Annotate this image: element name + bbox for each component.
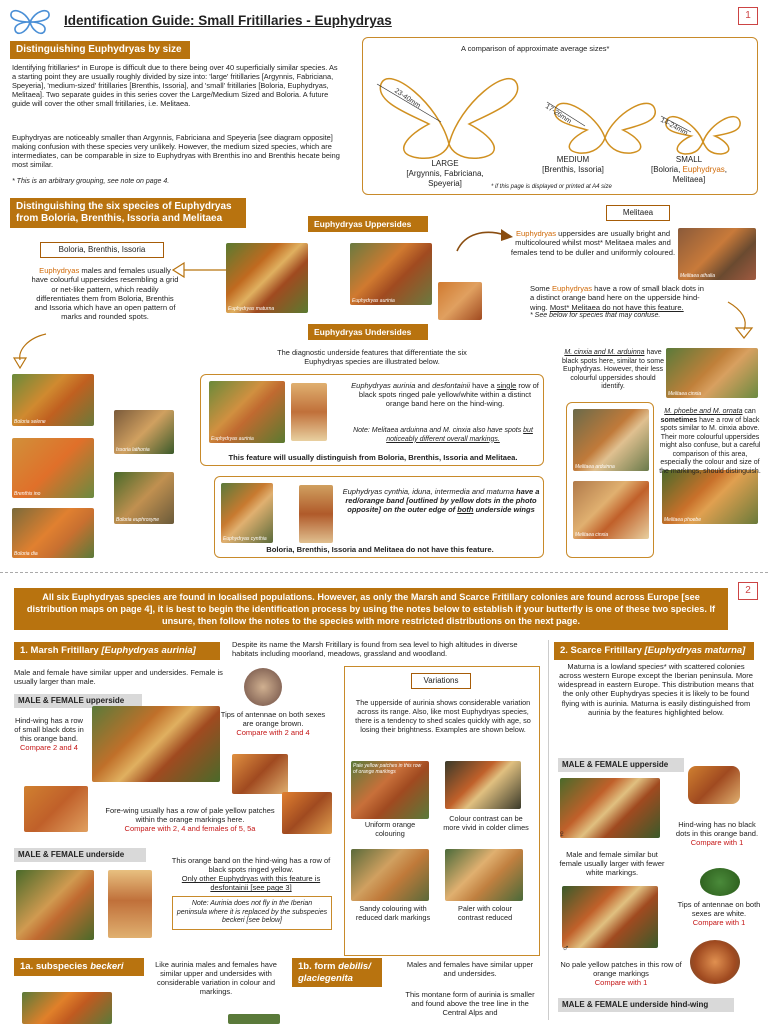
- photo-euphydryas-maturna-upper: [226, 243, 308, 313]
- debilis-header-b: debilis/ glaciegenita: [298, 961, 371, 984]
- photo-brenthis-ino: [12, 438, 94, 498]
- page-number-badge: 1: [738, 7, 758, 25]
- feature-1-text: [351, 381, 539, 408]
- melitaea-p1-rest: uppersides are usually bright and multicoloured whilst most* Melitaea males and females tend to be duller and uniformly coloured.: [510, 229, 676, 257]
- feature1-and: and: [415, 381, 433, 390]
- marsh-antennae-text: Tips of antennae on both sexes are orange brown.: [220, 710, 326, 729]
- photo-variation-1: [351, 761, 429, 819]
- phoebe-sometimes: sometimes: [660, 416, 698, 424]
- photo-variation-3: [351, 849, 429, 901]
- feature-2-footer: Boloria, Brenthis, Issoria and Melitaea do not have this feature.: [266, 545, 494, 554]
- variation-2-caption: Colour contrast can be more vivid in colder climes: [443, 814, 529, 832]
- marsh-forewing-compare: Compare with 2, 4 and females of 5, 5a: [124, 824, 256, 834]
- photo-caption: Melitaea phoebe: [664, 516, 701, 523]
- photo-scarce-upperside-2: [562, 886, 658, 948]
- photo-caption: Euphydryas aurinia: [211, 435, 254, 442]
- six-species-header-line1: Distinguishing the six species of Euphydryas: [16, 201, 232, 212]
- medium-label: [533, 155, 613, 175]
- small-measure: 14-24mm: [659, 116, 689, 137]
- marsh-band-text: This orange band on the hind-wing has a row of black spots ringed yellow.: [171, 856, 331, 875]
- photo-marsh-antennae: [244, 668, 282, 706]
- photo-scarce-forewing-detail: [690, 940, 740, 984]
- small-label-title: SMALL: [675, 155, 703, 164]
- photo-marsh-wing-detail: [232, 754, 288, 794]
- beckeri-header: [14, 958, 144, 976]
- feature-2-text: [341, 487, 541, 514]
- scarce-hind-no: [672, 820, 762, 847]
- large-label-title: LARGE: [431, 159, 459, 168]
- underside-feature-2: [214, 476, 544, 558]
- marsh-band: [166, 856, 336, 893]
- photo-caption: Boloria dia: [14, 550, 38, 557]
- scarce-antennae-text: Tips of antennae on both sexes are white.: [677, 900, 761, 919]
- photo-beckeri-2: [228, 1014, 280, 1024]
- photo-caption: Pale yellow patches in this row of orange markings: [353, 763, 422, 776]
- photo-melitaea-athalia: [678, 228, 756, 280]
- photo-scarce-upperside: [560, 778, 660, 838]
- marsh-upper-label: MALE & FEMALE upperside: [14, 694, 142, 708]
- page-2-intro: All six Euphydryas species are found in localised populations. However, as only the Marsh and Scarce Fritillary colonies are found across Europe [see distribution maps on page 4], it is best to begin the identification process by using the notes below to establish if your butterfly is one of these two species. If unsure, then follow the notes to the species with more restricted distributions on the next page.: [14, 588, 728, 630]
- marsh-band-only: Only other Euphydryas with this feature is desfontainii [see page 3]: [181, 874, 321, 893]
- medium-label-genera: [Brenthis, Issoria]: [542, 164, 604, 174]
- variation-1-caption: Uniform orange colouring: [364, 820, 416, 838]
- large-measure: 23-40mm: [393, 87, 422, 110]
- photo-marsh-hind-detail: [24, 786, 88, 832]
- cinxia-species: M. cinxia and M. arduinna: [564, 349, 645, 356]
- photo-boloria-euphrosyne: [114, 472, 174, 524]
- scarce-no-pale-text: No pale yellow patches in this row of orange markings: [560, 960, 682, 979]
- melitaea-p2-c: have a row of small black dots in a distinct orange band here on the upperside hind-wing.: [530, 284, 704, 312]
- feature-1-footer: This feature will usually distinguish from Boloria, Brenthis, Issoria and Melitaea.: [228, 453, 518, 462]
- feature1-have-a: have a: [470, 381, 497, 390]
- debilis-text-2: This montane form of aurinia is smaller and found above the tree line in the Central Alps and: [405, 990, 535, 1018]
- photo-caption: Melitaea athalia: [680, 272, 716, 279]
- melitaea-p1-euphydryas: Euphydryas: [515, 229, 557, 238]
- large-label: [395, 159, 495, 188]
- group-description: [30, 266, 180, 322]
- photo-variation-4: [445, 849, 523, 901]
- photo-variation-2: [445, 761, 521, 809]
- page-title: Identification Guide: Small Fritillaries - Euphydryas: [64, 13, 392, 28]
- small-genera-a: [Boloria,: [650, 164, 683, 174]
- variations-text: The upperside of aurinia shows considerable variation across its range. Also, like most Euphydryas species, there is a tendency to shed scales quickly with age, so losing their brightness. Examples are shown below.: [355, 698, 531, 734]
- photo-upperside-detail: [438, 282, 482, 320]
- photo-scarce-hind-detail: [688, 766, 740, 804]
- scarce-male-female: Male and female similar but female usually larger with fewer white markings.: [559, 850, 665, 878]
- feature2-species: Euphydryas cynthia, iduna, intermedia: [342, 487, 470, 496]
- melitaea-compare-box: [566, 402, 654, 558]
- marsh-description: Despite its name the Marsh Fritillary is found from sea level to high altitudes in diverse habitats including moorland, meadows, grassland and woodland.: [232, 640, 518, 659]
- photo-caption: Boloria selene: [14, 418, 46, 425]
- arrow-icon: [170, 260, 230, 280]
- photo-marsh-forewing-detail: [282, 792, 332, 834]
- scarce-hind-no-text: Hind-wing has no black dots in this orange band.: [675, 820, 759, 839]
- arrow-icon: [8, 330, 48, 370]
- melitaea-paragraph-1: [510, 229, 676, 257]
- variation-3-caption: Sandy colouring with reduced dark markings: [355, 904, 431, 922]
- variation-4-caption: Paler with colour contrast reduced: [457, 904, 513, 922]
- melitaea-p2-d: Most* Melitaea do not have this feature.: [549, 302, 684, 312]
- scarce-header-a: 2. Scarce Fritillary: [560, 645, 645, 656]
- photo-aurinia-underside: [209, 381, 285, 443]
- male-symbol-icon: ♂: [562, 943, 570, 954]
- feature1-single: single: [496, 381, 517, 390]
- size-diagram-title: A comparison of approximate average sizes*: [461, 44, 610, 53]
- photo-marsh-underside-detail: [108, 870, 152, 938]
- photo-cynthia-underside: [221, 483, 273, 543]
- beckeri-header-b: beckeri: [90, 961, 124, 972]
- photo-caption: Issoria lathonia: [116, 446, 150, 453]
- marsh-forewing-text: Fore-wing usually has a row of pale yellow patches within the orange markings here.: [105, 806, 275, 825]
- six-species-header-line2: from Boloria, Brenthis, Issoria and Melitaea: [16, 213, 223, 225]
- marsh-similar: Male and female have similar upper and undersides. Female is usually larger than male.: [14, 668, 223, 687]
- melitaea-label: Melitaea: [606, 205, 670, 221]
- melitaea-p2-a: Some: [530, 284, 552, 293]
- size-euphydryas-paragraph: Euphydryas are noticeably smaller than Argynnis, Fabriciana and Speyeria [see diagram opposite] making confusion with these species very unlikely. However, the medium sized species, which are intermediates, can be comparable in size to Euphydryas with Brenthis ino and Brenthis hecate being most similar.: [12, 133, 340, 170]
- scarce-antennae-compare: Compare with 1: [692, 918, 746, 928]
- feature1-note-b: but noticeably different overall markings.: [386, 427, 533, 443]
- photo-issoria-lathonia: [114, 410, 174, 454]
- photo-marsh-underside: [16, 870, 94, 940]
- debilis-header-a: 1b. form: [298, 961, 339, 972]
- marsh-under-label: MALE & FEMALE underside: [14, 848, 146, 862]
- scarce-hind-no-compare: Compare with 1: [690, 838, 744, 848]
- debilis-text-1: Males and females have similar upper and undersides.: [406, 960, 534, 979]
- scarce-upper-label: MALE & FEMALE upperside: [558, 758, 684, 772]
- melitaea-p2-note: * See below for species that may confuse.: [530, 311, 661, 319]
- large-label-genera: [Argynnis, Fabriciana, Speyeria]: [406, 168, 484, 188]
- phoebe-note: [658, 408, 762, 476]
- phoebe-rest: have a row of black spots similar to M. cinxia above. Their more colourful uppersides might also confuse, but a careful comparison of this area, especially the colour and size of the markings, should distinguish.: [659, 416, 761, 475]
- column-divider: [548, 640, 549, 1020]
- photo-melitaea-arduinna: [573, 409, 649, 471]
- photo-cynthia-underside-detail: [299, 485, 333, 543]
- photo-caption: Melitaea cinxia: [668, 390, 702, 397]
- marsh-header: [14, 642, 220, 660]
- photo-caption: Brenthis ino: [14, 490, 41, 497]
- feature2-both: both: [457, 505, 474, 515]
- size-intro-paragraph: Identifying fritillaries* in Europe is difficult due to there being over 40 superficially similar species. As a starting point they are usually roughly divided by size into: 'large' fritillaries [Argynnis, Fabriciana, Speyeria], 'medium-sized' fritillaries [Brenthis, Issoria], and 'small' fritillaries [Boloria, Euphydryas, Melitaea]. Two separate guides in this series cover the Large/Medium Sized and Boloria. A future guide will cover the other small fritillaries, i.e. Melitaea.: [12, 63, 338, 109]
- photo-caption: Melitaea cinxia: [575, 531, 609, 538]
- debilis-header: [292, 958, 382, 987]
- marsh-hind-wing: [14, 716, 84, 753]
- feature2-maturna: maturna: [486, 487, 514, 496]
- photo-euphydryas-aurinia-upper: [350, 243, 432, 305]
- page-number-badge: 2: [738, 582, 758, 600]
- group-text-rest: males and females usually have colourful uppersides resembling a grid or net-like pattern, which readily differentiates them from Boloria, Brenthis and Issoria which have an open pattern of marks and rounded spots.: [31, 266, 179, 322]
- photo-melitaea-phoebe: [662, 470, 758, 524]
- scarce-no-pale-compare: Compare with 1: [594, 978, 648, 988]
- marsh-note: Note: Aurinia does not fly in the Iberian peninsula where it is replaced by the subspecies beckeri [see below]: [172, 896, 332, 930]
- photo-boloria-selene: [12, 374, 94, 426]
- size-section-header: Distinguishing Euphydryas by size: [10, 41, 190, 59]
- phoebe-can: can: [742, 408, 756, 415]
- feature-1-note: [347, 427, 539, 444]
- photo-beckeri: [22, 992, 112, 1024]
- scarce-description: Maturna is a lowland species* with scattered colonies across western Europe except the Iberian peninsula. More widespread in eastern Europe. This distribution means that the only other Euphydryas species it is likely to be found flying with is aurinia. Maturna is easily distinguished from aurinia by the features highlighted below.: [558, 662, 754, 717]
- size-diagram: [362, 37, 758, 195]
- phoebe-species: M. phoebe and M. ornata: [664, 408, 743, 415]
- marsh-header-a: 1. Marsh Fritillary: [20, 645, 102, 656]
- feature2-and: and: [469, 487, 487, 496]
- feature1-species-a: Euphydryas aurinia: [351, 381, 416, 390]
- photo-scarce-antennae: [700, 868, 740, 896]
- photo-melitaea-cinxia: [666, 348, 758, 398]
- arrow-icon: [722, 300, 762, 340]
- photo-caption: Euphydryas cynthia: [223, 535, 267, 542]
- page-2: [0, 574, 768, 1024]
- medium-label-title: MEDIUM: [556, 155, 590, 164]
- feature2-desc: have a red/orange band [outlined by yellow dots in the photo opposite] on the outer edge of: [345, 487, 540, 515]
- female-symbol-icon: ♀: [558, 829, 566, 840]
- photo-caption: Euphydryas maturna: [228, 305, 275, 312]
- marsh-antennae-compare: Compare with 2 and 4: [236, 728, 310, 738]
- cinxia-rest: have black spots here, similar to some Euphydryas. However, their less colourful uppersides should identify.: [562, 349, 664, 391]
- group-label-boloria: Boloria, Brenthis, Issoria: [40, 242, 164, 258]
- marsh-forewing: [100, 806, 280, 833]
- variations-box: [344, 666, 540, 956]
- scarce-no-pale: [556, 960, 686, 987]
- small-genera-b: Euphydryas: [682, 164, 725, 174]
- group-text-euphydryas: Euphydryas: [39, 266, 80, 275]
- marsh-hind-wing-text: Hind-wing has a row of small black dots in this orange band.: [14, 716, 84, 744]
- small-label: [641, 155, 737, 184]
- medium-measure: 17-26mm: [543, 103, 573, 126]
- photo-melitaea-cinxia-under: [573, 481, 649, 539]
- beckeri-text: Like aurinia males and females have similar upper and undersides with considerable variation in colour and markings.: [155, 960, 277, 997]
- underside-feature-1: [200, 374, 544, 466]
- feature2-rest: underside wings: [473, 505, 535, 515]
- small-label-genera: [641, 165, 737, 185]
- small-genera-c: , Melitaea]: [672, 164, 728, 184]
- undersides-label: Euphydryas Undersides: [308, 324, 428, 340]
- six-species-header: [10, 198, 246, 228]
- photo-caption: Melitaea arduinna: [575, 463, 615, 470]
- photo-boloria-dia: [12, 508, 94, 558]
- arrow-icon: [455, 225, 515, 255]
- size-footnote: * This is an arbitrary grouping, see note on page 4.: [12, 178, 170, 185]
- scarce-header-b: [Euphydryas maturna]: [644, 645, 746, 656]
- melitaea-p2-euphydryas: Euphydryas: [551, 284, 593, 293]
- beckeri-header-a: 1a. subspecies: [20, 961, 91, 972]
- size-diagram-note: * if this page is displayed or printed at A4 size: [491, 184, 612, 190]
- cinxia-note: [558, 349, 668, 392]
- photo-marsh-upperside: [92, 706, 220, 782]
- page-divider: [0, 572, 768, 573]
- scarce-antennae: [674, 900, 764, 927]
- marsh-header-b: [Euphydryas aurinia]: [101, 645, 196, 656]
- uppersides-label: Euphydryas Uppersides: [308, 216, 428, 232]
- butterfly-logo-icon: [8, 8, 52, 36]
- photo-caption: Boloria euphrosyne: [116, 516, 160, 523]
- photo-caption: Euphydryas aurinia: [352, 297, 395, 304]
- marsh-hind-wing-compare: Compare 2 and 4: [20, 743, 78, 753]
- butterfly-outlines-icon: [369, 54, 753, 164]
- feature1-note-a: Note: Melitaea arduinna and M. cinxia also have spots: [353, 427, 524, 434]
- undersides-intro: The diagnostic underside features that differentiate the six Euphydryas species are illustrated below.: [277, 348, 467, 367]
- scarce-under-label: MALE & FEMALE underside hind-wing: [558, 998, 734, 1012]
- variations-label: Variations: [411, 673, 471, 689]
- melitaea-paragraph-2: [530, 284, 710, 320]
- marsh-antennae: [220, 710, 326, 737]
- feature1-rest: row of black spots ringed pale yellow/white within a distinct orange band here on the hind-wing.: [358, 381, 539, 409]
- feature1-species-b: desfontainii: [432, 381, 471, 390]
- photo-aurinia-underside-detail: [291, 383, 327, 441]
- scarce-header: [554, 642, 754, 660]
